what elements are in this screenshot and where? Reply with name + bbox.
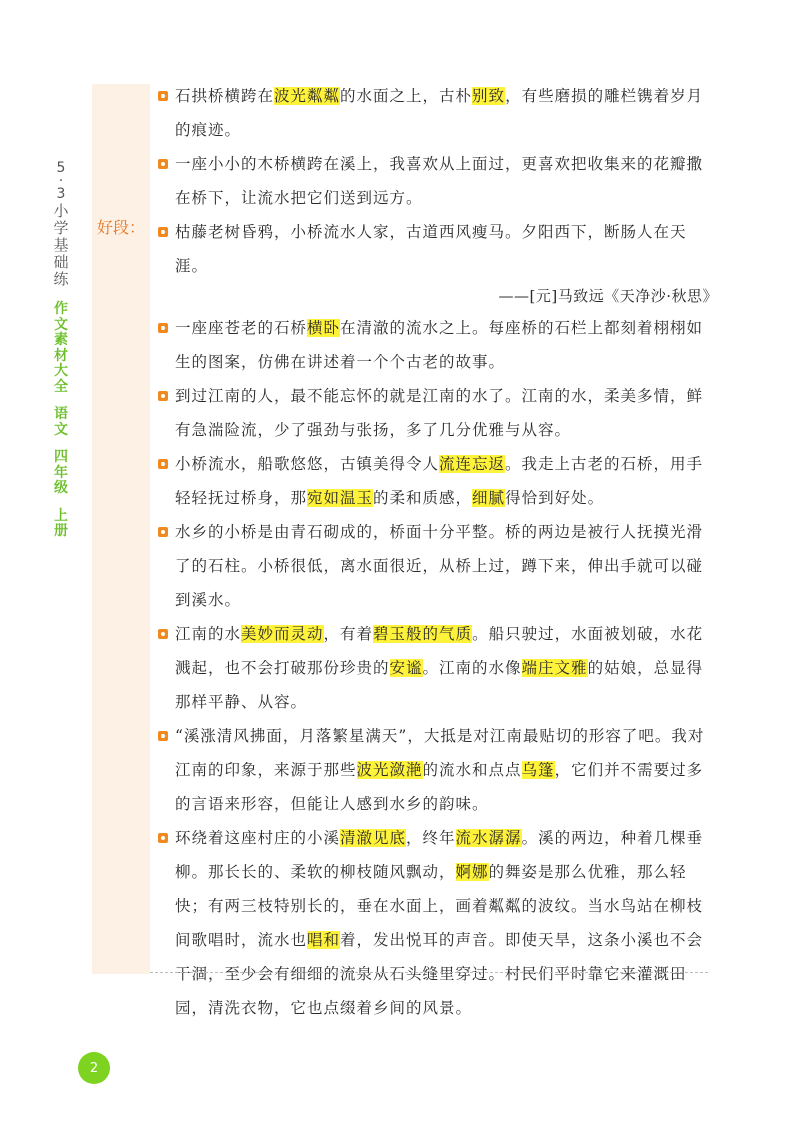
text-run: 到过江南的人，最不能忘怀的就是江南的水了。江南的水，柔美多情，鲜有急湍险流，少了强劲与张扬，多了几分优雅与从容。 <box>175 387 704 439</box>
text-run: 的舞姿是那么优雅，那么轻快；有两三枝特别长的，垂在水面上，画着粼粼的波纹。当水鸟站在柳枝间歌唱时，流水也 <box>175 863 704 949</box>
highlighted-phrase: 端庄文雅 <box>521 659 588 677</box>
bullet-icon <box>158 91 168 101</box>
text-run: 在清澈的流水之上。每座桥的石栏上都刻着栩栩如生的图案，仿佛在讲述着一个个古老的故事。 <box>175 319 704 371</box>
bullet-icon <box>158 731 168 741</box>
text-run: 江南的水 <box>175 625 242 643</box>
text-run: 的柔和质感， <box>373 489 473 507</box>
text-run: 的水面之上，古朴 <box>340 87 473 105</box>
paragraph-item <box>158 79 718 147</box>
text-run: 。江南的水像 <box>422 659 522 677</box>
text-run: 枯藤老树昏鸦，小桥流水人家，古道西风瘦马。夕阳西下，断肠人在天涯。 <box>175 223 687 275</box>
text-run: 的姑娘，总显得那样平静、从容。 <box>175 659 704 711</box>
text-run: 环绕着这座村庄的小溪 <box>175 829 341 847</box>
paragraph-item <box>158 515 718 617</box>
text-run: 一座座苍老的石桥 <box>175 319 308 337</box>
text-run: 。溪的两边，种着几棵垂柳。那长长的、柔软的柳枝随风飘动， <box>175 829 704 881</box>
series-logo: 5 · 3 <box>56 160 66 202</box>
text-run: 一座小小的木桥横跨在溪上，我喜欢从上面过，更喜欢把收集来的花瓣撒在桥下，让流水把它们送到远方。 <box>175 155 704 207</box>
highlighted-phrase: 安谧 <box>389 659 423 677</box>
section-label: 好段： <box>97 218 146 237</box>
text-run: 的流水和点点 <box>422 761 522 779</box>
highlighted-phrase: 别致 <box>472 87 506 105</box>
highlighted-phrase: 碧玉般的气质 <box>373 625 473 643</box>
paragraph-item <box>158 215 718 283</box>
highlighted-phrase: 波光粼粼 <box>274 87 341 105</box>
highlighted-phrase: 唱和 <box>307 931 341 949</box>
book-title: 作 文 素 材 大 全 语 文 四 年 级 上 册 <box>54 301 68 539</box>
bullet-icon <box>158 159 168 169</box>
bullet-icon <box>158 833 168 843</box>
text-run: ，有些磨损的雕栏镌着岁月的痕迹。 <box>175 87 704 139</box>
text-run: 得恰到好处。 <box>505 489 605 507</box>
paragraph-item <box>158 821 718 1025</box>
text-run: 。船只驶过，水面被划破，水花溅起，也不会打破那份珍贵的 <box>175 625 704 677</box>
highlighted-phrase: 流连忘返 <box>439 455 506 473</box>
bullet-icon <box>158 391 168 401</box>
highlighted-phrase: 流水潺潺 <box>455 829 522 847</box>
text-run: ，终年 <box>406 829 456 847</box>
paragraph-item <box>158 719 718 821</box>
series-name: 小 学 基 础 练 <box>53 202 69 288</box>
text-run: 石拱桥横跨在 <box>175 87 275 105</box>
bullet-icon <box>158 459 168 469</box>
highlighted-phrase: 婀娜 <box>455 863 489 881</box>
bullet-icon <box>158 629 168 639</box>
paragraph-item <box>158 311 718 379</box>
highlighted-phrase: 乌篷 <box>521 761 555 779</box>
page-number-badge: 2 <box>78 1052 110 1084</box>
highlighted-phrase: 波光潋滟 <box>356 761 423 779</box>
paragraph-item <box>158 617 718 719</box>
poem-citation: ——[元]马致远《天净沙·秋思》 <box>498 287 718 305</box>
bullet-icon <box>158 323 168 333</box>
highlighted-phrase: 美妙而灵动 <box>241 625 324 643</box>
bottom-divider <box>150 972 708 973</box>
sidebar-brand <box>50 162 72 540</box>
text-run: 水乡的小桥是由青石砌成的，桥面十分平整。桥的两边是被行人抚摸光滑了的石柱。小桥很低，离水面很近，从桥上过，蹲下来，伸出手就可以碰到溪水。 <box>175 523 704 609</box>
highlighted-phrase: 宛如温玉 <box>307 489 374 507</box>
text-run: 着，发出悦耳的声音。即使天旱，这条小溪也不会干涸，至少会有细细的流泉从石头缝里穿过。村民们平时靠它来灌溉田园，清洗衣物，它也点缀着乡间的风景。 <box>175 931 704 1017</box>
highlighted-phrase: 清澈见底 <box>340 829 407 847</box>
highlighted-phrase: 细腻 <box>472 489 506 507</box>
paragraph-list <box>158 79 718 1025</box>
highlighted-phrase: 横卧 <box>307 319 341 337</box>
paragraph-item <box>158 379 718 447</box>
paragraph-item <box>158 147 718 215</box>
paragraph-item <box>158 447 718 515</box>
text-run: 小桥流水，船歌悠悠，古镇美得令人 <box>175 455 440 473</box>
text-run: “溪涨清风拂面，月落繁星满天”，大抵是对江南最贴切的形容了吧。我对江南的印象，来源于那些 <box>175 727 705 779</box>
text-run: ，它们并不需要过多的言语来形容，但能让人感到水乡的韵味。 <box>175 761 704 813</box>
text-run: 。我走上古老的石桥，用手轻轻抚过桥身，那 <box>175 455 704 507</box>
bullet-icon <box>158 227 168 237</box>
text-run: ，有着 <box>323 625 374 643</box>
bullet-icon <box>158 527 168 537</box>
